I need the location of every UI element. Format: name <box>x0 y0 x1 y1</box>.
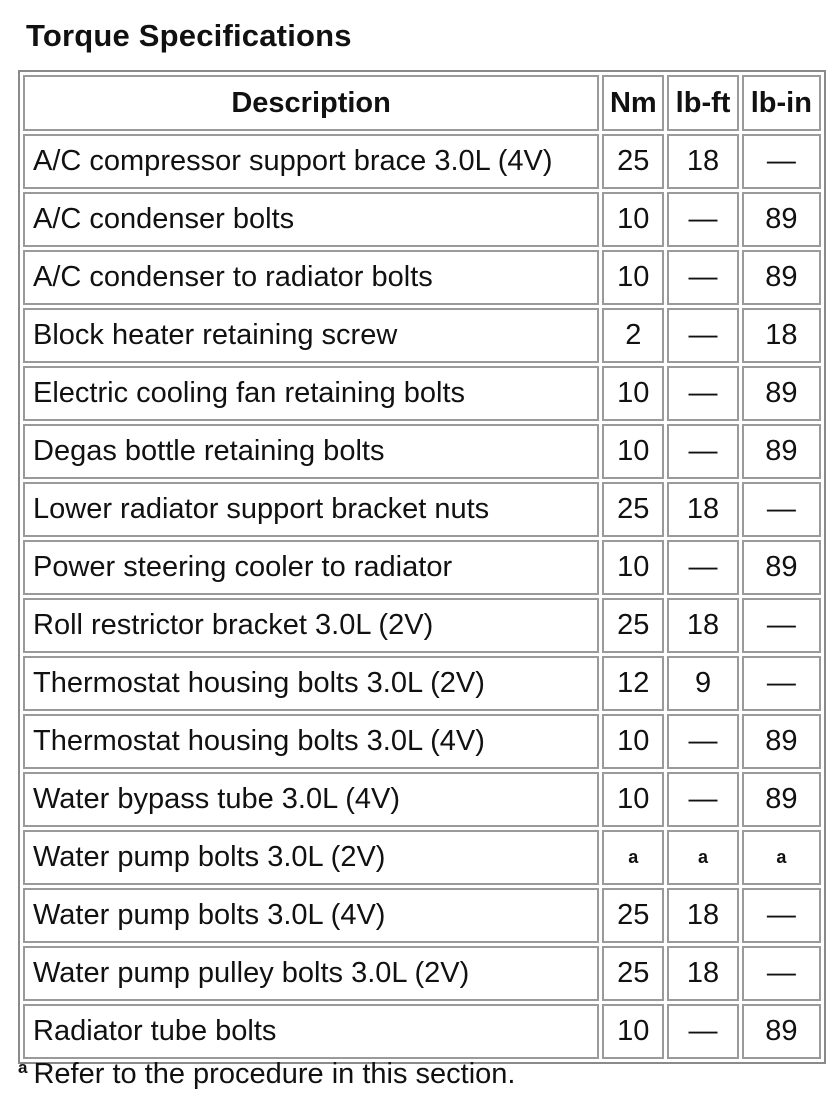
cell-description: Water pump bolts 3.0L (4V) <box>23 888 599 943</box>
cell-lbft: — <box>667 772 738 827</box>
cell-description: Thermostat housing bolts 3.0L (4V) <box>23 714 599 769</box>
cell-description: A/C condenser bolts <box>23 192 599 247</box>
cell-description: A/C compressor support brace 3.0L (4V) <box>23 134 599 189</box>
cell-lbin: 89 <box>742 714 821 769</box>
table-row <box>23 830 821 885</box>
page-title: Torque Specifications <box>26 18 352 53</box>
cell-lbin: — <box>742 482 821 537</box>
column-header-lbin: lb-in <box>742 75 821 131</box>
table-row <box>23 366 821 421</box>
cell-nm: 25 <box>602 888 664 943</box>
cell-description: Electric cooling fan retaining bolts <box>23 366 599 421</box>
cell-lbft: — <box>667 250 738 305</box>
cell-nm: 25 <box>602 598 664 653</box>
cell-lbft: a <box>667 830 738 885</box>
cell-lbft: 18 <box>667 946 738 1001</box>
cell-description: Block heater retaining screw <box>23 308 599 363</box>
cell-lbft: 18 <box>667 888 738 943</box>
table-row <box>23 424 821 479</box>
cell-lbft: 18 <box>667 134 738 189</box>
cell-lbin: 89 <box>742 1004 821 1059</box>
cell-lbft: 18 <box>667 482 738 537</box>
cell-lbft: — <box>667 1004 738 1059</box>
cell-description: Power steering cooler to radiator <box>23 540 599 595</box>
table-row <box>23 308 821 363</box>
cell-description: Roll restrictor bracket 3.0L (2V) <box>23 598 599 653</box>
cell-nm: 10 <box>602 540 664 595</box>
cell-nm: 10 <box>602 424 664 479</box>
cell-lbft: — <box>667 424 738 479</box>
cell-lbft: 18 <box>667 598 738 653</box>
cell-lbin: 89 <box>742 772 821 827</box>
cell-lbin: 89 <box>742 540 821 595</box>
cell-lbft: — <box>667 366 738 421</box>
cell-nm: 25 <box>602 134 664 189</box>
cell-lbin: — <box>742 598 821 653</box>
cell-lbin: — <box>742 656 821 711</box>
footnote-marker: a <box>18 1058 28 1077</box>
cell-lbft: — <box>667 714 738 769</box>
cell-nm: 10 <box>602 366 664 421</box>
table-row <box>23 192 821 247</box>
cell-lbin: — <box>742 134 821 189</box>
cell-nm: 10 <box>602 250 664 305</box>
cell-lbin: — <box>742 888 821 943</box>
cell-lbin: 89 <box>742 192 821 247</box>
table-header-row <box>23 75 821 131</box>
cell-lbin: 89 <box>742 424 821 479</box>
cell-nm: 10 <box>602 772 664 827</box>
table-row <box>23 714 821 769</box>
cell-lbft: — <box>667 192 738 247</box>
cell-nm: 10 <box>602 1004 664 1059</box>
cell-description: Degas bottle retaining bolts <box>23 424 599 479</box>
cell-description: Water pump bolts 3.0L (2V) <box>23 830 599 885</box>
cell-nm: 25 <box>602 946 664 1001</box>
footnote-text: Refer to the procedure in this section. <box>33 1058 516 1090</box>
column-header-nm: Nm <box>602 75 664 131</box>
table-row <box>23 134 821 189</box>
cell-lbin: — <box>742 946 821 1001</box>
cell-nm: 10 <box>602 192 664 247</box>
table-body <box>23 134 821 1059</box>
cell-description: Lower radiator support bracket nuts <box>23 482 599 537</box>
cell-lbin: 89 <box>742 250 821 305</box>
table-row <box>23 772 821 827</box>
cell-lbin: 89 <box>742 366 821 421</box>
cell-lbft: — <box>667 308 738 363</box>
cell-description: Water pump pulley bolts 3.0L (2V) <box>23 946 599 1001</box>
cell-nm: 2 <box>602 308 664 363</box>
footnote <box>18 1058 515 1091</box>
cell-description: Thermostat housing bolts 3.0L (2V) <box>23 656 599 711</box>
cell-lbin: a <box>742 830 821 885</box>
table-row <box>23 946 821 1001</box>
cell-description: Radiator tube bolts <box>23 1004 599 1059</box>
cell-lbft: 9 <box>667 656 738 711</box>
table-row <box>23 250 821 305</box>
table-row <box>23 482 821 537</box>
cell-lbft: — <box>667 540 738 595</box>
cell-nm: 10 <box>602 714 664 769</box>
column-header-description: Description <box>23 75 599 131</box>
table-row <box>23 656 821 711</box>
cell-description: Water bypass tube 3.0L (4V) <box>23 772 599 827</box>
table-row <box>23 1004 821 1059</box>
table-row <box>23 540 821 595</box>
column-header-lbft: lb-ft <box>667 75 738 131</box>
cell-nm: a <box>602 830 664 885</box>
table-row <box>23 888 821 943</box>
cell-description: A/C condenser to radiator bolts <box>23 250 599 305</box>
table-row <box>23 598 821 653</box>
cell-lbin: 18 <box>742 308 821 363</box>
cell-nm: 12 <box>602 656 664 711</box>
torque-spec-table <box>18 70 826 1064</box>
cell-nm: 25 <box>602 482 664 537</box>
